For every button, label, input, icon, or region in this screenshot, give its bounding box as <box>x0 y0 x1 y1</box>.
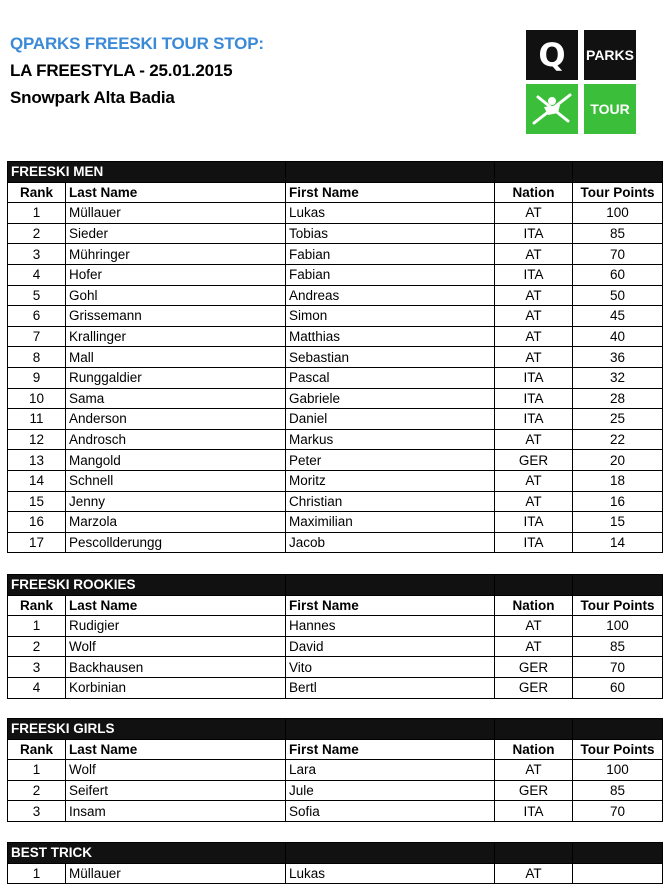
last-name-cell: Krallinger <box>66 326 286 347</box>
points-cell: 25 <box>573 409 663 430</box>
nation-cell: GER <box>495 677 573 698</box>
nation-cell: AT <box>495 244 573 265</box>
rank-cell: 5 <box>8 285 66 306</box>
venue-title: Snowpark Alta Badia <box>10 88 175 107</box>
section-title: FREESKI GIRLS <box>8 719 286 740</box>
points-cell: 22 <box>573 429 663 450</box>
first-name-cell: Fabian <box>286 244 495 265</box>
rank-cell: 2 <box>8 780 66 801</box>
rank-cell: 1 <box>8 616 66 637</box>
rank-cell: 4 <box>8 677 66 698</box>
points-cell: 36 <box>573 347 663 368</box>
last-name-cell: Marzola <box>66 512 286 533</box>
results-table-men <box>7 161 663 553</box>
first-name-cell: Sofia <box>286 801 495 822</box>
section-header-row <box>8 719 663 740</box>
table-row <box>8 264 663 285</box>
last-name-cell: Grissemann <box>66 306 286 327</box>
last-name-cell: Jenny <box>66 491 286 512</box>
table-row <box>8 409 663 430</box>
table-row <box>8 780 663 801</box>
col-first-name-header: First Name <box>286 595 495 616</box>
first-name-cell: Matthias <box>286 326 495 347</box>
last-name-cell: Müllauer <box>66 863 286 884</box>
rank-cell: 3 <box>8 657 66 678</box>
rank-cell: 13 <box>8 450 66 471</box>
nation-cell: ITA <box>495 801 573 822</box>
nation-cell: ITA <box>495 367 573 388</box>
nation-cell: GER <box>495 657 573 678</box>
results-table-rookies <box>7 574 663 699</box>
nation-cell: AT <box>495 470 573 491</box>
col-first-name-header: First Name <box>286 182 495 203</box>
last-name-cell: Korbinian <box>66 677 286 698</box>
last-name-cell: Wolf <box>66 636 286 657</box>
nation-cell: ITA <box>495 223 573 244</box>
col-last-name-header: Last Name <box>66 739 286 760</box>
col-rank-header: Rank <box>8 739 66 760</box>
first-name-cell: Gabriele <box>286 388 495 409</box>
rank-cell: 12 <box>8 429 66 450</box>
logo-tour-tile: TOUR <box>584 84 636 134</box>
event-title: LA FREESTYLA - 25.01.2015 <box>10 61 233 80</box>
nation-cell: AT <box>495 203 573 224</box>
nation-cell: GER <box>495 450 573 471</box>
rank-cell: 7 <box>8 326 66 347</box>
rank-cell: 1 <box>8 863 66 884</box>
table-row <box>8 367 663 388</box>
table-row <box>8 326 663 347</box>
table-row <box>8 801 663 822</box>
first-name-cell: Moritz <box>286 470 495 491</box>
table-row <box>8 677 663 698</box>
rank-cell: 16 <box>8 512 66 533</box>
first-name-cell: Peter <box>286 450 495 471</box>
section-title: FREESKI MEN <box>8 162 286 183</box>
rank-cell: 15 <box>8 491 66 512</box>
rank-cell: 2 <box>8 223 66 244</box>
points-cell: 70 <box>573 657 663 678</box>
nation-cell: ITA <box>495 532 573 553</box>
nation-cell: ITA <box>495 409 573 430</box>
logo-q-tile: Q <box>526 30 578 80</box>
last-name-cell: Sieder <box>66 223 286 244</box>
rank-cell: 14 <box>8 470 66 491</box>
points-cell: 20 <box>573 450 663 471</box>
table-row <box>8 616 663 637</box>
first-name-cell: Markus <box>286 429 495 450</box>
col-rank-header: Rank <box>8 595 66 616</box>
nation-cell: AT <box>495 429 573 450</box>
table-row <box>8 450 663 471</box>
points-cell: 100 <box>573 616 663 637</box>
col-rank-header: Rank <box>8 182 66 203</box>
first-name-cell: Bertl <box>286 677 495 698</box>
table-row <box>8 657 663 678</box>
column-header-row <box>8 739 663 760</box>
table-row <box>8 306 663 327</box>
last-name-cell: Androsch <box>66 429 286 450</box>
points-cell: 45 <box>573 306 663 327</box>
rank-cell: 17 <box>8 532 66 553</box>
nation-cell: AT <box>495 306 573 327</box>
section-header-row <box>8 843 663 864</box>
last-name-cell: Schnell <box>66 470 286 491</box>
first-name-cell: Fabian <box>286 264 495 285</box>
last-name-cell: Rudigier <box>66 616 286 637</box>
points-cell: 40 <box>573 326 663 347</box>
col-last-name-header: Last Name <box>66 595 286 616</box>
rank-cell: 3 <box>8 244 66 265</box>
section-title: BEST TRICK <box>8 843 286 864</box>
last-name-cell: Sama <box>66 388 286 409</box>
nation-cell: AT <box>495 347 573 368</box>
first-name-cell: Daniel <box>286 409 495 430</box>
table-row <box>8 532 663 553</box>
table-row <box>8 491 663 512</box>
points-cell: 18 <box>573 470 663 491</box>
table-row <box>8 223 663 244</box>
first-name-cell: Maximilian <box>286 512 495 533</box>
last-name-cell: Hofer <box>66 264 286 285</box>
table-row <box>8 203 663 224</box>
rank-cell: 1 <box>8 760 66 781</box>
points-cell: 15 <box>573 512 663 533</box>
col-points-header: Tour Points <box>573 739 663 760</box>
rank-cell: 10 <box>8 388 66 409</box>
points-cell: 85 <box>573 223 663 244</box>
section-header-row <box>8 162 663 183</box>
last-name-cell: Mall <box>66 347 286 368</box>
nation-cell: AT <box>495 285 573 306</box>
table-row <box>8 512 663 533</box>
first-name-cell: Lukas <box>286 203 495 224</box>
results-table-girls <box>7 718 663 822</box>
points-cell: 70 <box>573 244 663 265</box>
col-points-header: Tour Points <box>573 595 663 616</box>
last-name-cell: Insam <box>66 801 286 822</box>
nation-cell: AT <box>495 326 573 347</box>
first-name-cell: Christian <box>286 491 495 512</box>
points-cell: 16 <box>573 491 663 512</box>
points-cell: 32 <box>573 367 663 388</box>
points-cell: 50 <box>573 285 663 306</box>
rank-cell: 6 <box>8 306 66 327</box>
rank-cell: 3 <box>8 801 66 822</box>
first-name-cell: Tobias <box>286 223 495 244</box>
last-name-cell: Mangold <box>66 450 286 471</box>
nation-cell: AT <box>495 491 573 512</box>
rank-cell: 9 <box>8 367 66 388</box>
section-title: FREESKI ROOKIES <box>8 575 286 596</box>
first-name-cell: Lukas <box>286 863 495 884</box>
first-name-cell: Hannes <box>286 616 495 637</box>
first-name-cell: David <box>286 636 495 657</box>
points-cell <box>573 863 663 884</box>
rank-cell: 2 <box>8 636 66 657</box>
nation-cell: AT <box>495 863 573 884</box>
table-row <box>8 347 663 368</box>
table-row <box>8 244 663 265</box>
last-name-cell: Runggaldier <box>66 367 286 388</box>
first-name-cell: Lara <box>286 760 495 781</box>
first-name-cell: Vito <box>286 657 495 678</box>
points-cell: 70 <box>573 801 663 822</box>
points-cell: 60 <box>573 677 663 698</box>
rank-cell: 1 <box>8 203 66 224</box>
results-table-best-trick <box>7 842 663 884</box>
first-name-cell: Pascal <box>286 367 495 388</box>
last-name-cell: Backhausen <box>66 657 286 678</box>
nation-cell: ITA <box>495 388 573 409</box>
last-name-cell: Anderson <box>66 409 286 430</box>
last-name-cell: Müllauer <box>66 203 286 224</box>
points-cell: 85 <box>573 636 663 657</box>
last-name-cell: Mühringer <box>66 244 286 265</box>
first-name-cell: Simon <box>286 306 495 327</box>
points-cell: 100 <box>573 203 663 224</box>
table-row <box>8 470 663 491</box>
nation-cell: GER <box>495 780 573 801</box>
points-cell: 85 <box>573 780 663 801</box>
last-name-cell: Pescollderungg <box>66 532 286 553</box>
tour-title: QPARKS FREESKI TOUR STOP: <box>10 34 264 53</box>
nation-cell: AT <box>495 636 573 657</box>
first-name-cell: Jule <box>286 780 495 801</box>
rank-cell: 4 <box>8 264 66 285</box>
table-row <box>8 388 663 409</box>
rank-cell: 11 <box>8 409 66 430</box>
nation-cell: AT <box>495 760 573 781</box>
first-name-cell: Andreas <box>286 285 495 306</box>
qparks-tour-logo <box>526 30 642 134</box>
skier-icon <box>526 84 578 134</box>
last-name-cell: Wolf <box>66 760 286 781</box>
points-cell: 60 <box>573 264 663 285</box>
points-cell: 14 <box>573 532 663 553</box>
rank-cell: 8 <box>8 347 66 368</box>
table-row <box>8 429 663 450</box>
last-name-cell: Seifert <box>66 780 286 801</box>
nation-cell: AT <box>495 616 573 637</box>
nation-cell: ITA <box>495 264 573 285</box>
col-first-name-header: First Name <box>286 739 495 760</box>
document-header <box>10 30 264 111</box>
col-nation-header: Nation <box>495 739 573 760</box>
table-row <box>8 760 663 781</box>
nation-cell: ITA <box>495 512 573 533</box>
column-header-row <box>8 595 663 616</box>
points-cell: 28 <box>573 388 663 409</box>
first-name-cell: Sebastian <box>286 347 495 368</box>
table-row <box>8 285 663 306</box>
points-cell: 100 <box>573 760 663 781</box>
column-header-row <box>8 182 663 203</box>
col-last-name-header: Last Name <box>66 182 286 203</box>
col-nation-header: Nation <box>495 182 573 203</box>
col-points-header: Tour Points <box>573 182 663 203</box>
first-name-cell: Jacob <box>286 532 495 553</box>
table-row <box>8 636 663 657</box>
logo-parks-tile: PARKS <box>584 30 636 80</box>
table-row <box>8 863 663 884</box>
section-header-row <box>8 575 663 596</box>
last-name-cell: Gohl <box>66 285 286 306</box>
col-nation-header: Nation <box>495 595 573 616</box>
